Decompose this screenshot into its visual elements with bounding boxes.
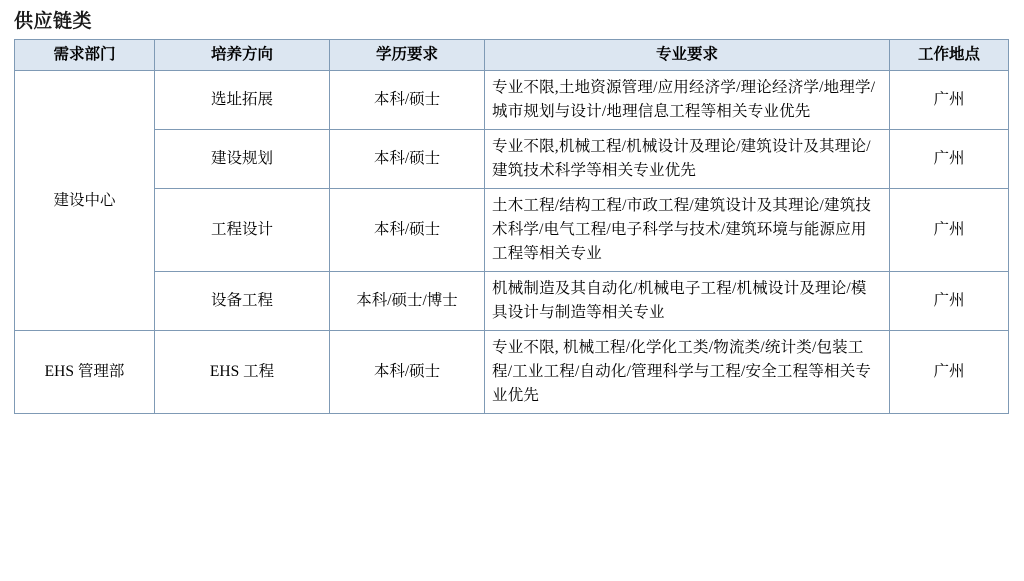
table-row: [15, 71, 1009, 130]
cell-location: 广州: [890, 71, 1009, 130]
cell-department: 建设中心: [15, 71, 155, 331]
cell-track: 设备工程: [155, 272, 330, 331]
table-row: [15, 130, 1009, 189]
table-row: [15, 189, 1009, 272]
cell-location: 广州: [890, 189, 1009, 272]
column-header-track: 培养方向: [155, 40, 330, 71]
cell-major: 专业不限,机械工程/机械设计及理论/建筑设计及其理论/建筑技术科学等相关专业优先: [485, 130, 890, 189]
cell-education: 本科/硕士: [330, 331, 485, 414]
cell-major: 土木工程/结构工程/市政工程/建筑设计及其理论/建筑技术科学/电气工程/电子科学与技术/建筑环境与能源应用工程等相关专业: [485, 189, 890, 272]
cell-education: 本科/硕士/博士: [330, 272, 485, 331]
cell-track: EHS 工程: [155, 331, 330, 414]
cell-track: 建设规划: [155, 130, 330, 189]
table-row: [15, 331, 1009, 414]
cell-education: 本科/硕士: [330, 71, 485, 130]
column-header-major: 专业要求: [485, 40, 890, 71]
cell-track: 选址拓展: [155, 71, 330, 130]
column-header-education: 学历要求: [330, 40, 485, 71]
cell-location: 广州: [890, 331, 1009, 414]
table-header-row: [15, 40, 1009, 71]
page-title: 供应链类: [14, 11, 93, 32]
table-row: [15, 272, 1009, 331]
cell-education: 本科/硕士: [330, 189, 485, 272]
cell-education: 本科/硕士: [330, 130, 485, 189]
column-header-department: 需求部门: [15, 40, 155, 71]
cell-major: 专业不限, 机械工程/化学化工类/物流类/统计类/包装工程/工业工程/自动化/管理科学与工程/安全工程等相关专业优先: [485, 331, 890, 414]
cell-major: 专业不限,土地资源管理/应用经济学/理论经济学/地理学/城市规划与设计/地理信息工程等相关专业优先: [485, 71, 890, 130]
cell-department: EHS 管理部: [15, 331, 155, 414]
cell-major: 机械制造及其自动化/机械电子工程/机械设计及理论/模具设计与制造等相关专业: [485, 272, 890, 331]
column-header-location: 工作地点: [890, 40, 1009, 71]
cell-location: 广州: [890, 130, 1009, 189]
table-header: [15, 40, 1009, 71]
cell-location: 广州: [890, 272, 1009, 331]
job-requirements-table: [14, 39, 1009, 414]
table-body: [15, 71, 1009, 414]
cell-track: 工程设计: [155, 189, 330, 272]
